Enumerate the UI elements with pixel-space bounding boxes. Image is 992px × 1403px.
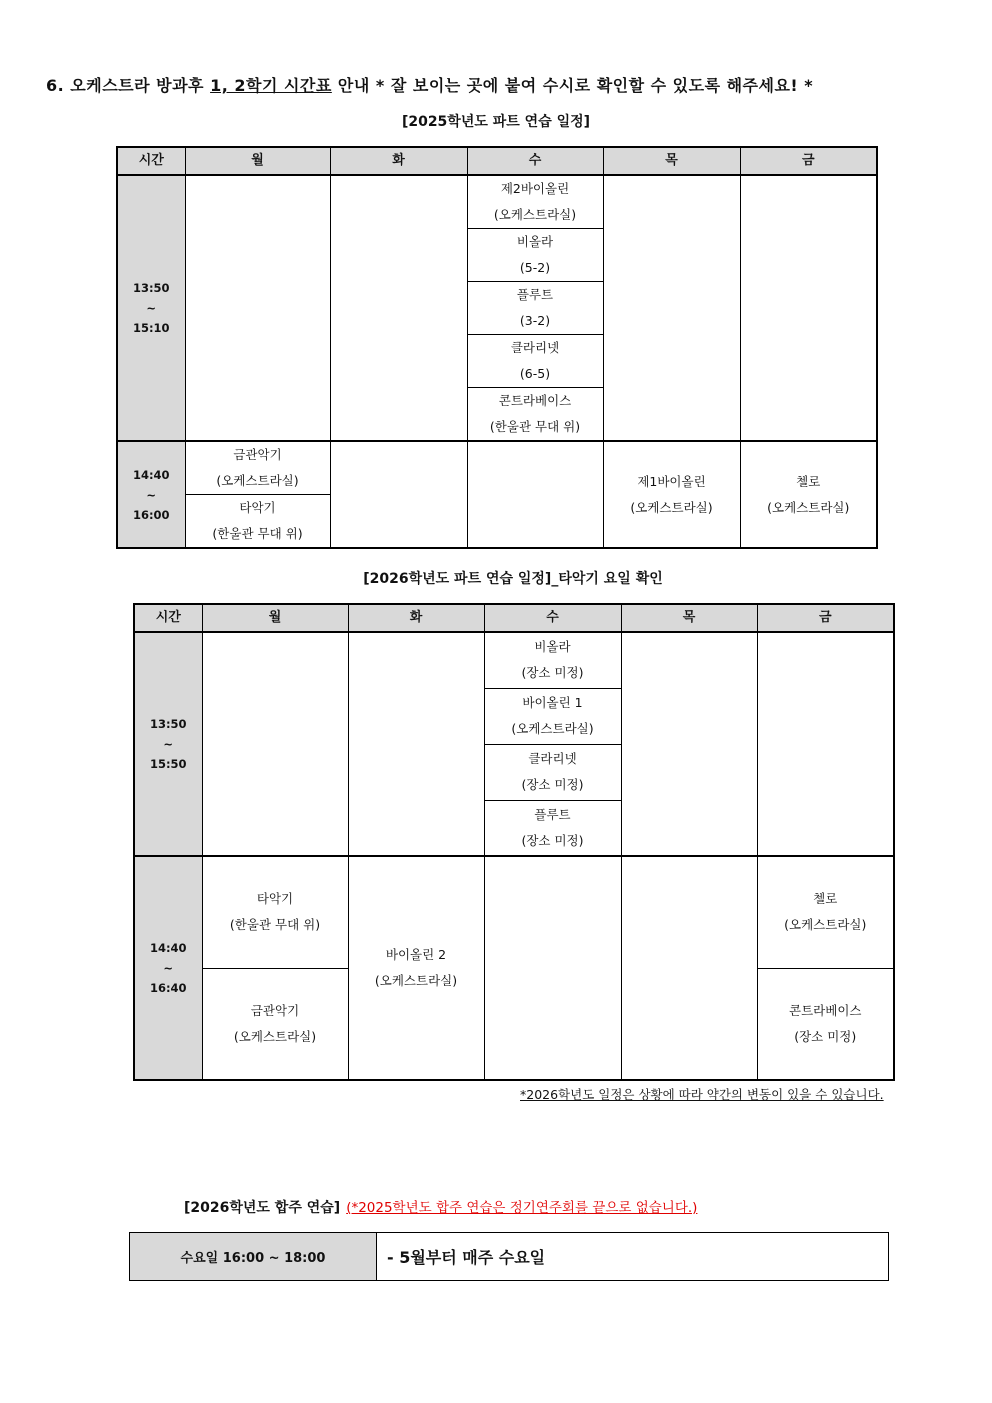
time-end: 15:50 [149,757,187,771]
part-place: (장소 미정) [521,777,584,792]
time-slot-1 [134,632,202,856]
cell-wed-2 [484,856,621,1080]
heading-suffix: 안내 * 잘 보이는 곳에 붙여 수시로 확인할 수 있도록 해주세요! * [331,76,814,95]
part-name: 제2바이올린 [500,181,570,196]
part-name: 클라리넷 [510,340,560,355]
cell-tue-1 [330,175,467,441]
ensemble-title: [2026학년도 합주 연습] [184,1200,341,1216]
cell-fri-1 [740,175,877,441]
time-end: 16:00 [132,507,170,522]
header-tue: 화 [330,147,467,175]
part-place: (5-2) [519,260,551,275]
part-place: (오케스트라실) [784,917,867,933]
cell-wed-1-2 [484,688,621,744]
header-thu: 목 [621,604,757,632]
part-place: (장소 미정) [521,665,584,681]
time-slot-2 [117,441,185,548]
header-time: 시간 [117,147,185,175]
header-mon: 월 [185,147,330,175]
cell-wed-1-5 [467,388,603,442]
part-place: (3-2) [519,313,551,328]
part-name: 플루트 [534,806,571,822]
cell-fri-1 [757,632,894,856]
cell-wed-2 [467,441,603,548]
cell-wed-1-1 [467,175,603,229]
part-place: (장소 미정) [521,832,584,848]
time-tilde: ~ [163,737,174,751]
time-tilde: ~ [163,961,174,975]
heading-semester: 1, 2학기 시간표 [210,76,332,95]
cell-wed-1-1 [484,632,621,688]
caption-2026: [2026학년도 파트 연습 일정]_타악기 요일 확인 [363,571,663,587]
cell-tue-2 [348,856,484,1080]
cell-thu-2 [621,856,757,1080]
cell-wed-1-4 [467,335,603,388]
part-place: (오케스트라실) [511,721,594,736]
header-thu: 목 [603,147,740,175]
part-name: 금관악기 [250,1002,300,1018]
time-start: 14:40 [132,467,170,482]
cell-mon-2-1 [202,856,348,968]
timetable-2026 [133,603,895,1081]
time-slot-1 [117,175,185,441]
time-end: 15:10 [132,321,170,335]
part-place: (오케스트라실) [630,499,713,515]
time-start: 14:40 [149,941,187,955]
ensemble-caption [184,1196,697,1217]
time-tilde: ~ [146,487,157,502]
part-name: 바이올린 1 [522,695,583,710]
ensemble-table [129,1232,889,1281]
time-end: 16:40 [149,981,187,995]
part-place: (오케스트라실) [233,1028,317,1044]
time-slot-2 [134,856,202,1080]
cell-mon-2-1 [185,441,330,495]
part-name: 제1바이올린 [637,473,706,489]
header-wed: 수 [467,147,603,175]
cell-mon-2-2 [202,968,348,1080]
cell-fri-2-1 [757,856,894,968]
part-place: (한울관 무대 위) [489,419,581,434]
cell-wed-1-2 [467,229,603,282]
header-tue: 화 [348,604,484,632]
part-place: (6-5) [519,366,551,381]
cell-fri-2 [740,441,877,548]
cell-wed-1-3 [467,282,603,335]
part-name: 비올라 [516,234,554,249]
part-name: 비올라 [534,639,571,655]
schedule-change-note: *2026학년도 일정은 상황에 따라 약간의 변동이 있을 수 있습니다. [520,1087,884,1102]
part-place: (오케스트라실) [767,499,850,515]
part-name: 콘트라베이스 [498,393,572,408]
header-mon: 월 [202,604,348,632]
timetable-2025 [116,146,878,549]
cell-mon-1 [185,175,330,441]
ensemble-desc: - 5월부터 매주 수요일 [387,1248,546,1267]
time-start: 13:50 [132,281,170,295]
cell-fri-2-2 [757,968,894,1080]
heading-prefix: 6. 오케스트라 방과후 [46,76,211,95]
part-name: 플루트 [516,287,554,302]
page-heading [46,73,813,96]
header-fri: 금 [740,147,877,175]
cell-thu-1 [603,175,740,441]
header-row [117,147,877,175]
cell-tue-2 [330,441,467,548]
part-name: 금관악기 [233,447,282,462]
header-row [134,604,894,632]
part-name: 타악기 [239,500,276,515]
part-name: 타악기 [256,891,294,907]
cell-tue-1 [348,632,484,856]
part-place: (오케스트라실) [216,473,299,488]
part-place: (한울관 무대 위) [212,526,303,541]
part-name: 첼로 [813,891,838,907]
cell-thu-2 [603,441,740,548]
header-time: 시간 [134,604,202,632]
ensemble-time: 수요일 16:00 ~ 18:00 [130,1233,377,1280]
caption-2025: [2025학년도 파트 연습 일정] [401,114,591,130]
part-name: 클라리넷 [528,751,577,766]
part-place: (오케스트라실) [493,207,577,222]
part-place: (오케스트라실) [374,973,458,988]
ensemble-note: (*2025학년도 합주 연습은 정기연주회를 끝으로 없습니다.) [346,1200,698,1216]
part-place: (한울관 무대 위) [229,917,321,933]
cell-mon-1 [202,632,348,856]
cell-mon-2-2 [185,495,330,549]
part-name: 첼로 [796,473,821,489]
time-tilde: ~ [146,301,157,315]
part-place: (장소 미정) [794,1028,857,1044]
header-wed: 수 [484,604,621,632]
cell-wed-1-3 [484,744,621,800]
part-name: 콘트라베이스 [789,1002,862,1018]
cell-wed-1-4 [484,800,621,856]
cell-thu-1 [621,632,757,856]
time-start: 13:50 [149,717,187,731]
part-name: 바이올린 2 [385,947,447,962]
header-fri: 금 [757,604,894,632]
